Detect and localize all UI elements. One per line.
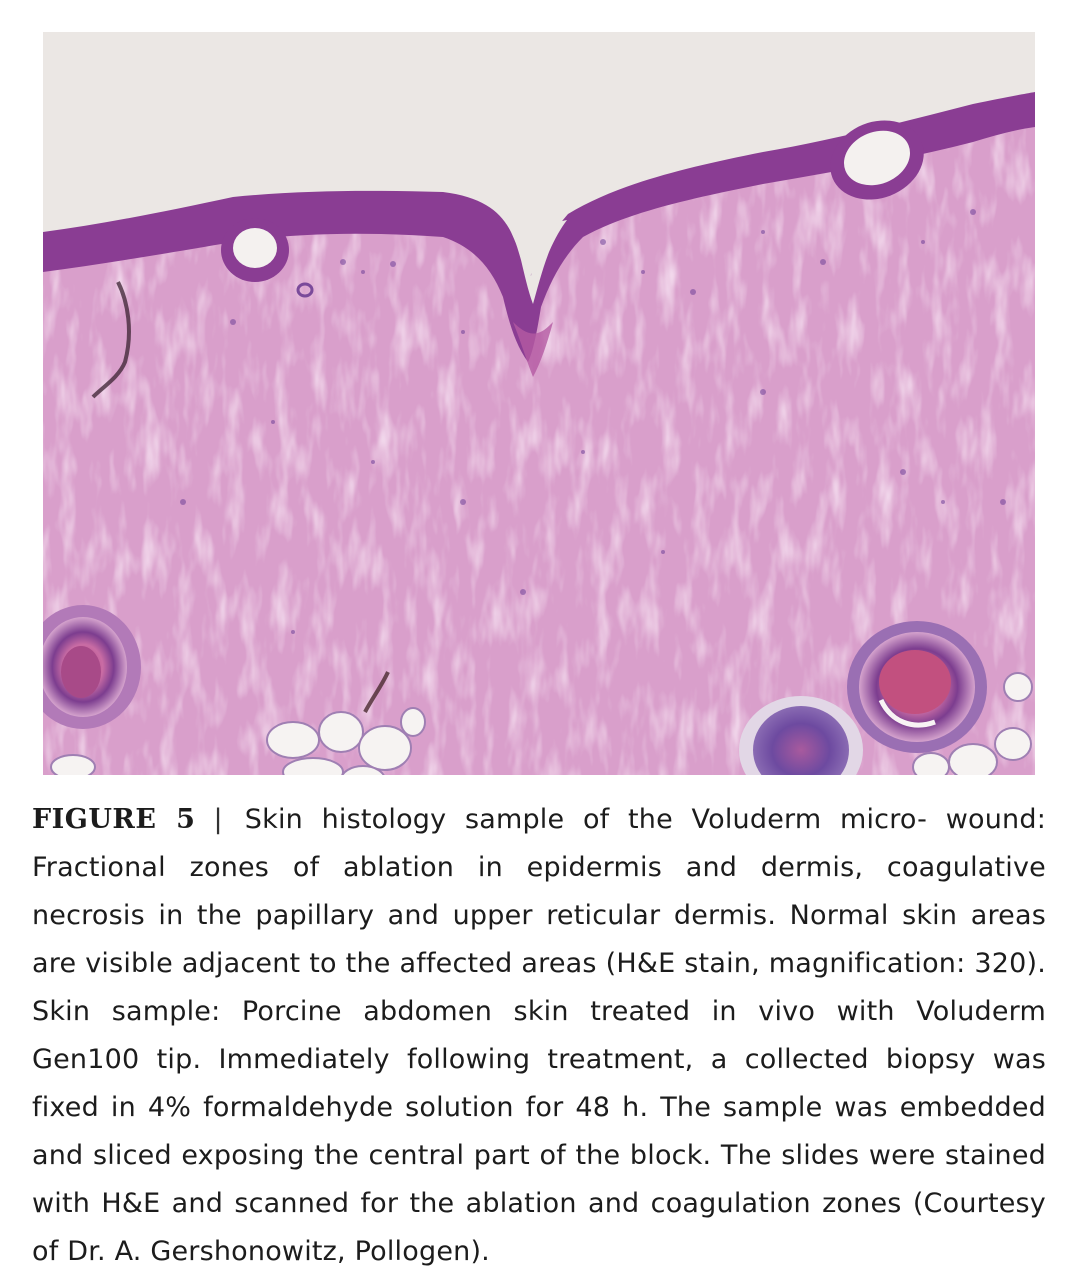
caption-text: Skin histology sample of the Voluderm micro- wound: Fractional zones of ablation in epidermis and dermis, coagulative necrosis in the papillary and upper reticular dermis. Normal skin areas are visible adjacent to the affected areas (H&E stain, magnification: 320). Skin sample: Porcine abdomen skin treated in vivo with Voluderm Gen100 tip. Immediately following treatment, a collected biopsy was fixed in 4% formaldehyde solution for 48 h. The sample was embedded and sliced exposing the central part of the block. The slides were stained with H&E and scanned for the ablation and coagulation zones (Courtesy of Dr. A. Gershonowitz, Pollogen). xyxy=(32,804,1046,1267)
caption-separator: | xyxy=(213,804,223,835)
histology-micrograph xyxy=(43,32,1035,775)
histology-image xyxy=(43,32,1035,775)
figure-label: FIGURE 5 xyxy=(32,804,196,835)
lower-follicle-right xyxy=(847,621,987,753)
figure-caption xyxy=(32,796,1046,1276)
upper-follicle-left xyxy=(221,218,289,282)
